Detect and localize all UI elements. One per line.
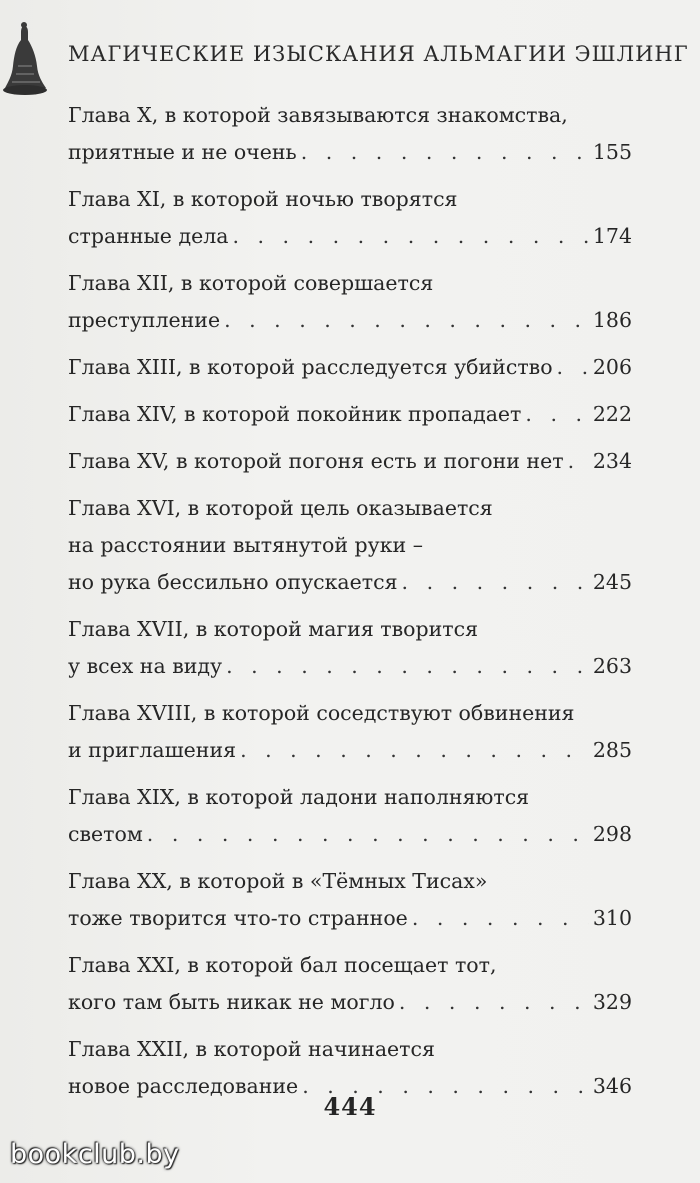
toc-entry-line [68,866,632,896]
toc-entry-last-line [68,819,632,849]
toc-entry-title: Глава X, в которой завязываются знакомства, [68,103,568,127]
toc-entry-page: 310 [592,906,632,930]
toc-entry-line [68,100,632,130]
dot-leader [402,567,589,597]
toc-entry-title: Глава XXI, в которой бал посещает тот, [68,953,497,977]
toc-entry-line [68,493,632,523]
toc-entry-page: 245 [592,570,632,594]
toc-entry-title: приятные и не очень [68,140,297,164]
toc-entry-line [68,782,632,812]
toc-entry-title: Глава XII, в которой совершается [68,271,434,295]
toc-entry-page: 346 [592,1074,632,1098]
dot-leader [568,446,589,476]
toc-entry-last-line [68,221,632,251]
toc-entry-title: кого там быть никак не могло [68,990,395,1014]
toc-entry-page: 222 [592,402,632,426]
toc-entry-last-line [68,137,632,167]
toc-entry-title: на расстоянии вытянутой руки – [68,533,423,557]
toc-entry-title: Глава XIX, в которой ладони наполняются [68,785,530,809]
watermark: bookclub.by [10,1139,180,1170]
dot-leader [232,221,588,251]
toc-entry-last-line [68,735,632,765]
toc-entry-page: 155 [592,140,632,164]
toc-entry-title: и приглашения [68,738,237,762]
toc-entry-title: светом [68,822,143,846]
toc-entry-title: Глава XVI, в которой цель оказывается [68,496,493,520]
toc-entry-title: Глава XI, в которой ночью творятся [68,187,458,211]
toc-entry-last-line [68,446,632,476]
toc-entry-title: у всех на виду [68,654,223,678]
toc-entry-line [68,1034,632,1064]
toc-entry-title: странные дела [68,224,229,248]
toc-entry-line [68,530,632,560]
toc-entry-last-line [68,651,632,681]
toc-entry-last-line [68,399,632,429]
toc-entry-line [68,184,632,214]
toc-entry-title: Глава XIV, в которой покойник пропадает [68,402,522,426]
dot-leader [399,987,589,1017]
toc-entry-page: 206 [592,355,632,379]
toc-entry-title: Глава XV, в которой погоня есть и погони нет [68,449,564,473]
dot-leader [226,651,589,681]
toc-entry-title: Глава XVIII, в которой соседствуют обвинения [68,701,575,725]
toc-entry-line [68,950,632,980]
toc-entry-title: преступление [68,308,221,332]
toc-entry-page: 234 [592,449,632,473]
toc-entry-last-line [68,567,632,597]
toc-entry-title: Глава XVII, в которой магия творится [68,617,479,641]
toc-entry-title: Глава XIII, в которой расследуется убийство [68,355,553,379]
dot-leader [240,735,589,765]
toc-entry-title: Глава XXII, в которой начинается [68,1037,435,1061]
running-header: МАГИЧЕСКИЕ ИЗЫСКАНИЯ АЛЬМАГИИ ЭШЛИНГ [68,42,689,66]
dot-leader [525,399,588,429]
toc-entry-title: новое расследование [68,1074,299,1098]
bell-icon [2,20,52,100]
dot-leader [412,903,589,933]
page-number: 444 [323,1092,377,1121]
toc-entry-page: 186 [592,308,632,332]
toc-entry-title: но рука бессильно опускается [68,570,398,594]
dot-leader [147,819,589,849]
toc-entry-last-line [68,305,632,335]
toc-entry-page: 329 [592,990,632,1014]
toc-entry-line [68,268,632,298]
toc-entry-page: 298 [592,822,632,846]
toc-entry-last-line [68,903,632,933]
toc-entry-line [68,614,632,644]
dot-leader [557,352,589,382]
toc-entry-title: тоже творится что-то странное [68,906,408,930]
dot-leader [224,305,589,335]
toc-entry-title: Глава XX, в которой в «Тёмных Тисах» [68,869,488,893]
toc-entry-page: 174 [592,224,632,248]
toc-entry-last-line [68,987,632,1017]
toc-entry-page: 263 [592,654,632,678]
dot-leader [301,137,589,167]
toc-entry-line [68,698,632,728]
toc-entry-last-line [68,352,632,382]
toc-entry-page: 285 [592,738,632,762]
